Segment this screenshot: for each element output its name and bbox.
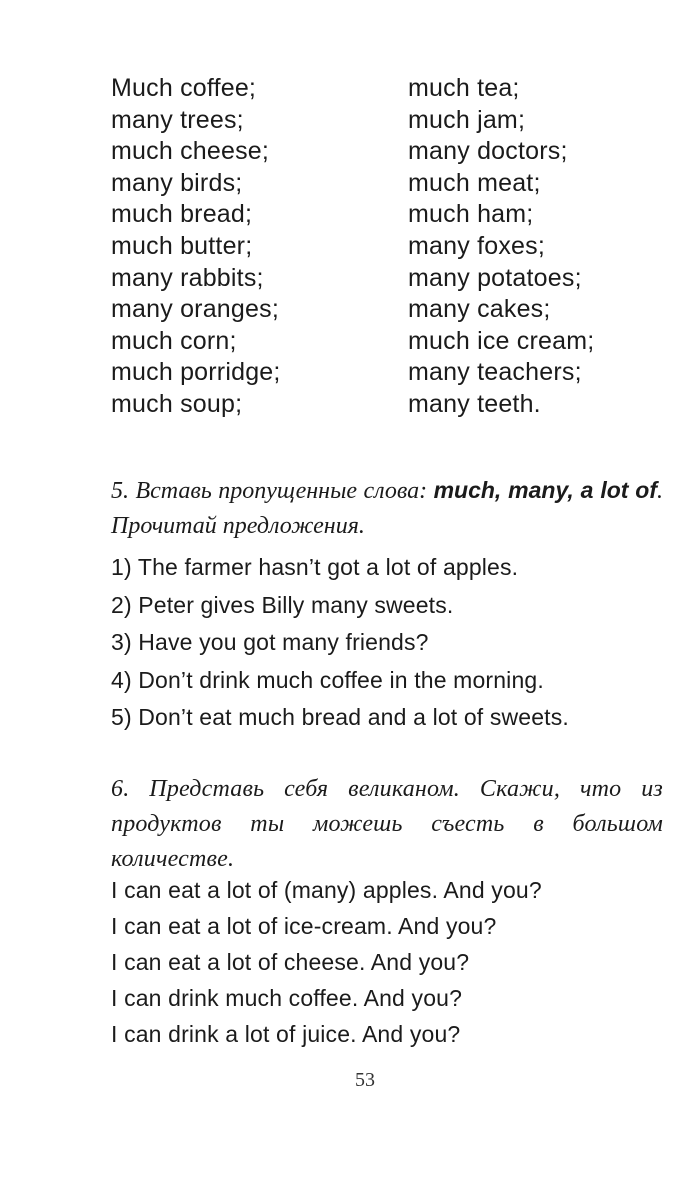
- task-5-instruction-end: . Прочитай предложения.: [111, 478, 663, 539]
- task-6-sentences: [111, 872, 671, 1052]
- word-item: much jam;: [408, 105, 526, 134]
- sentence-item: 2) Peter gives Billy many sweets.: [111, 591, 454, 618]
- word-list-right: [408, 73, 688, 421]
- word-item: much tea;: [408, 74, 520, 102]
- sentence-item: I can drink a lot of juice. And you?: [111, 1021, 461, 1047]
- task-5-keywords: much, many, a lot of: [433, 477, 657, 503]
- word-item: much ham;: [408, 200, 534, 229]
- task-5-instruction: [111, 473, 663, 544]
- word-item: many teeth.: [408, 389, 541, 418]
- word-item: Much coffee;: [111, 74, 257, 102]
- word-item: many cakes;: [408, 295, 551, 324]
- sentence-item: 1) The farmer hasn’t got a lot of apples.: [111, 554, 519, 580]
- page-number: 53: [355, 1069, 375, 1091]
- word-item: much butter;: [111, 231, 253, 260]
- sentence-item: 3) Have you got many friends?: [111, 629, 429, 655]
- word-item: many teachers;: [408, 358, 582, 387]
- task-5-instruction-start: 5. Вставь пропущенные слова:: [111, 478, 434, 504]
- word-item: many birds;: [111, 168, 243, 197]
- sentence-item: I can drink much coffee. And you?: [111, 985, 463, 1011]
- word-item: many trees;: [111, 105, 244, 134]
- sentence-item: 4) Don’t drink much coffee in the morning.: [111, 666, 544, 693]
- word-item: much soup;: [111, 389, 243, 418]
- task-5-sentences: [111, 549, 671, 737]
- word-list-left: [111, 73, 391, 421]
- task-6-instruction: 6. Представь себя великаном. Скажи, что из продуктов ты можешь съесть в большом количестве.: [111, 776, 663, 872]
- sentence-item: I can eat a lot of cheese. And you?: [111, 949, 470, 975]
- sentence-item: 5) Don’t eat much bread and a lot of sweets.: [111, 704, 569, 730]
- word-item: much cheese;: [111, 137, 270, 166]
- word-item: much meat;: [408, 168, 541, 197]
- word-item: much corn;: [111, 326, 237, 355]
- sentence-item: I can eat a lot of (many) apples. And you?: [111, 877, 542, 903]
- word-item: much bread;: [111, 200, 253, 229]
- word-item: much porridge;: [111, 358, 281, 387]
- word-item: many doctors;: [408, 137, 568, 166]
- sentence-item: I can eat a lot of ice-cream. And you?: [111, 913, 497, 939]
- word-item: many oranges;: [111, 295, 279, 324]
- word-item: many rabbits;: [111, 263, 264, 292]
- word-item: many potatoes;: [408, 263, 582, 292]
- word-item: much ice cream;: [408, 326, 595, 355]
- word-item: many foxes;: [408, 231, 545, 260]
